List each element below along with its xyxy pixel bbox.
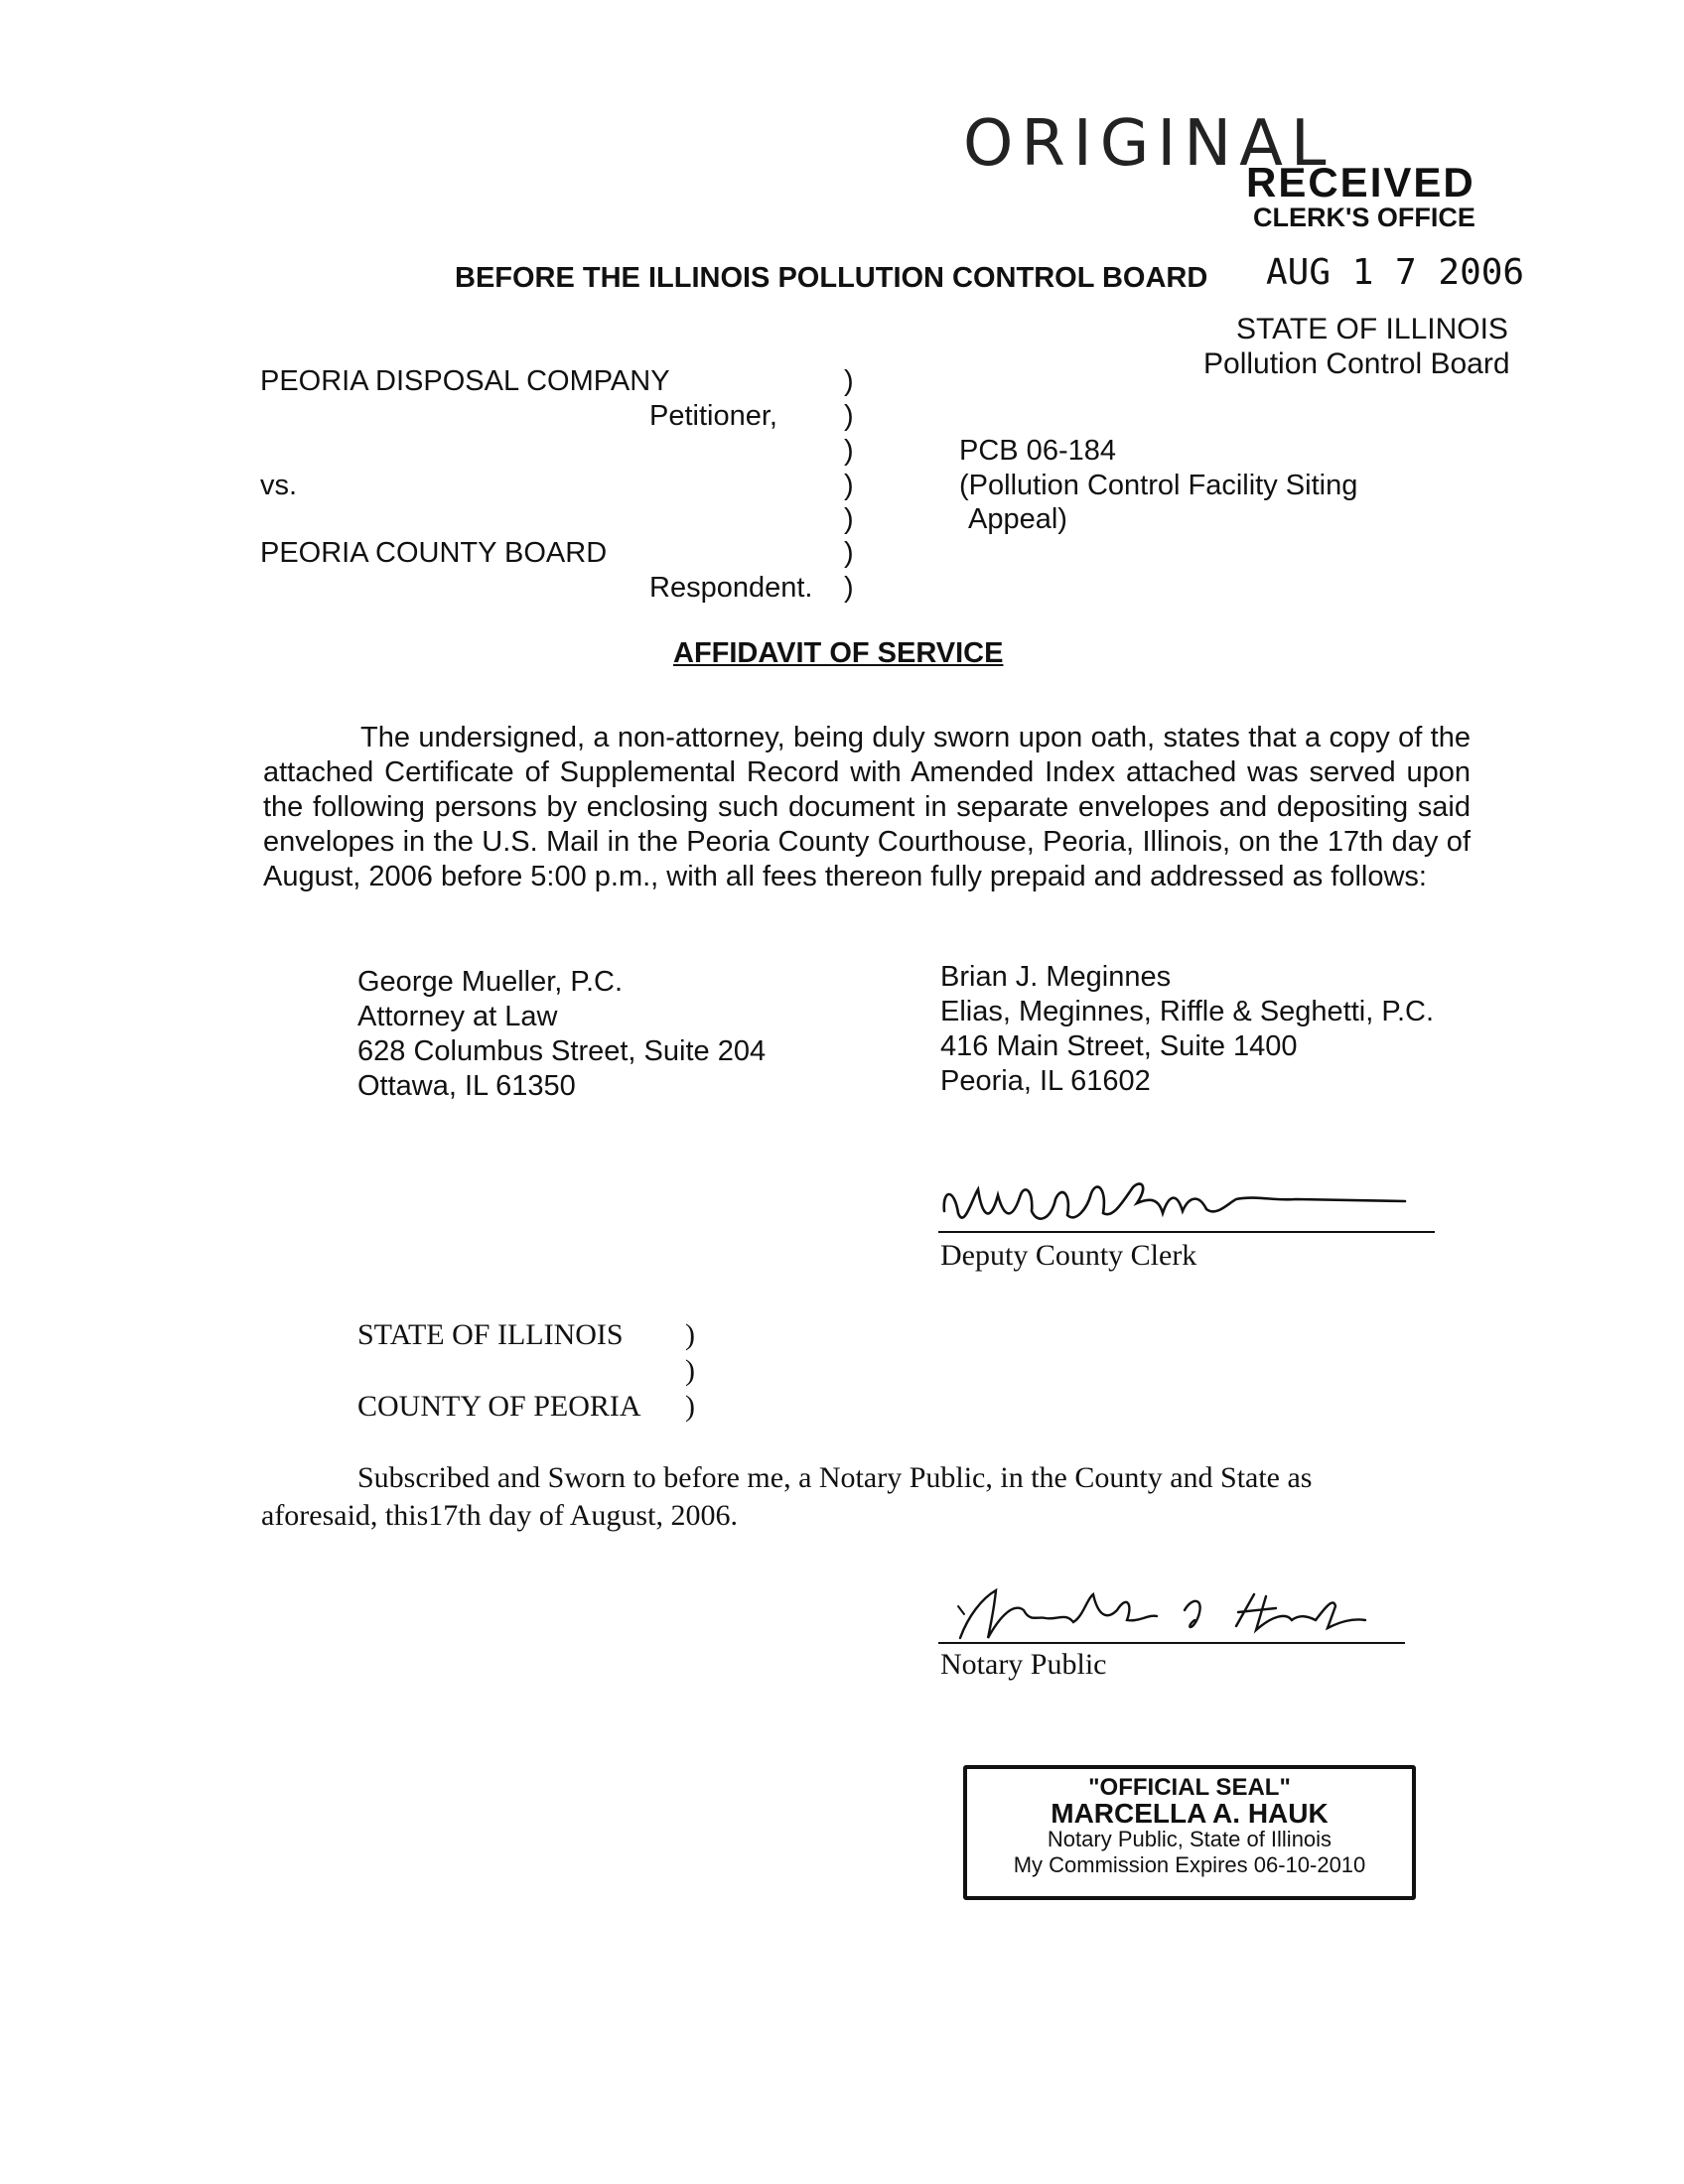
venue-paren: ) <box>685 1354 695 1387</box>
address-line: Brian J. Meginnes <box>940 961 1172 993</box>
official-seal <box>963 1765 1416 1900</box>
address-line: Elias, Meginnes, Riffle & Seghetti, P.C. <box>940 996 1435 1027</box>
seal-commission-expiry: My Commission Expires 06-10-2010 <box>1013 1852 1366 1877</box>
case-type-line1: (Pollution Control Facility Siting <box>959 470 1358 501</box>
paren: ) <box>844 470 854 501</box>
original-stamp: ORIGINAL <box>963 107 1334 181</box>
address-block-mueller <box>357 965 766 1104</box>
notary-signature-line <box>938 1642 1405 1644</box>
clerk-signature <box>938 1169 1435 1239</box>
venue-county: COUNTY OF PEORIA <box>357 1390 641 1423</box>
paren: ) <box>844 503 854 535</box>
deputy-clerk-label: Deputy County Clerk <box>940 1239 1197 1272</box>
clerks-office-stamp: CLERK'S OFFICE <box>1253 203 1475 232</box>
jurat-line2: aforesaid, this17th day of August, 2006. <box>261 1499 738 1532</box>
paren: ) <box>844 435 854 467</box>
paren: ) <box>844 537 854 569</box>
address-line: 416 Main Street, Suite 1400 <box>940 1030 1298 1062</box>
service-paragraph-text: The undersigned, a non-attorney, being duly sworn upon oath, states that a copy of the attached Certificate of Supplemental Record with Amended Index attached was served upon the following persons by enclosing such document in separate envelopes and depositing said envelopes in the U.S. Mail in the Peoria County Courthouse, Peoria, Illinois, on the 17th day of August, 2006 before 5:00 p.m., with all fees thereon fully prepaid and addressed as follows: <box>263 722 1471 892</box>
service-paragraph <box>263 721 1471 894</box>
paren: ) <box>844 400 854 432</box>
respondent-name: PEORIA COUNTY BOARD <box>260 537 608 569</box>
board-stamp: Pollution Control Board <box>1203 347 1510 380</box>
received-stamp: RECEIVED <box>1246 159 1475 205</box>
seal-notary-name: MARCELLA A. HAUK <box>1051 1798 1329 1829</box>
venue-state: STATE OF ILLINOIS <box>357 1318 624 1351</box>
paren: ) <box>844 365 854 397</box>
address-block-meginnes <box>940 960 1434 1099</box>
address-line: Attorney at Law <box>357 1001 558 1032</box>
paren: ) <box>844 572 854 604</box>
case-number: PCB 06-184 <box>959 435 1116 467</box>
board-heading: BEFORE THE ILLINOIS POLLUTION CONTROL BOARD <box>455 262 1208 294</box>
notary-public-label: Notary Public <box>940 1648 1107 1681</box>
seal-heading: "OFFICIAL SEAL" <box>1088 1774 1291 1801</box>
petitioner-name: PEORIA DISPOSAL COMPANY <box>260 365 670 397</box>
address-line: George Mueller, P.C. <box>357 966 624 998</box>
venue-paren: ) <box>685 1318 695 1351</box>
respondent-role: Respondent. <box>649 572 813 604</box>
venue-paren: ) <box>685 1390 695 1423</box>
seal-notary-state: Notary Public, State of Illinois <box>1047 1827 1333 1851</box>
petitioner-role: Petitioner, <box>649 400 777 432</box>
address-line: 628 Columbus Street, Suite 204 <box>357 1035 767 1067</box>
state-stamp: STATE OF ILLINOIS <box>1236 313 1508 345</box>
clerk-signature-line <box>938 1231 1435 1233</box>
versus-label: vs. <box>260 470 298 501</box>
jurat-line1: Subscribed and Sworn to before me, a Notary Public, in the County and State as <box>357 1461 1313 1494</box>
case-type-line2: Appeal) <box>968 503 1067 535</box>
received-date-stamp: AUG 1 7 2006 <box>1266 252 1525 293</box>
address-line: Ottawa, IL 61350 <box>357 1070 576 1102</box>
notary-signature <box>938 1576 1415 1656</box>
address-line: Peoria, IL 61602 <box>940 1065 1151 1097</box>
document-title: AFFIDAVIT OF SERVICE <box>673 637 1004 669</box>
